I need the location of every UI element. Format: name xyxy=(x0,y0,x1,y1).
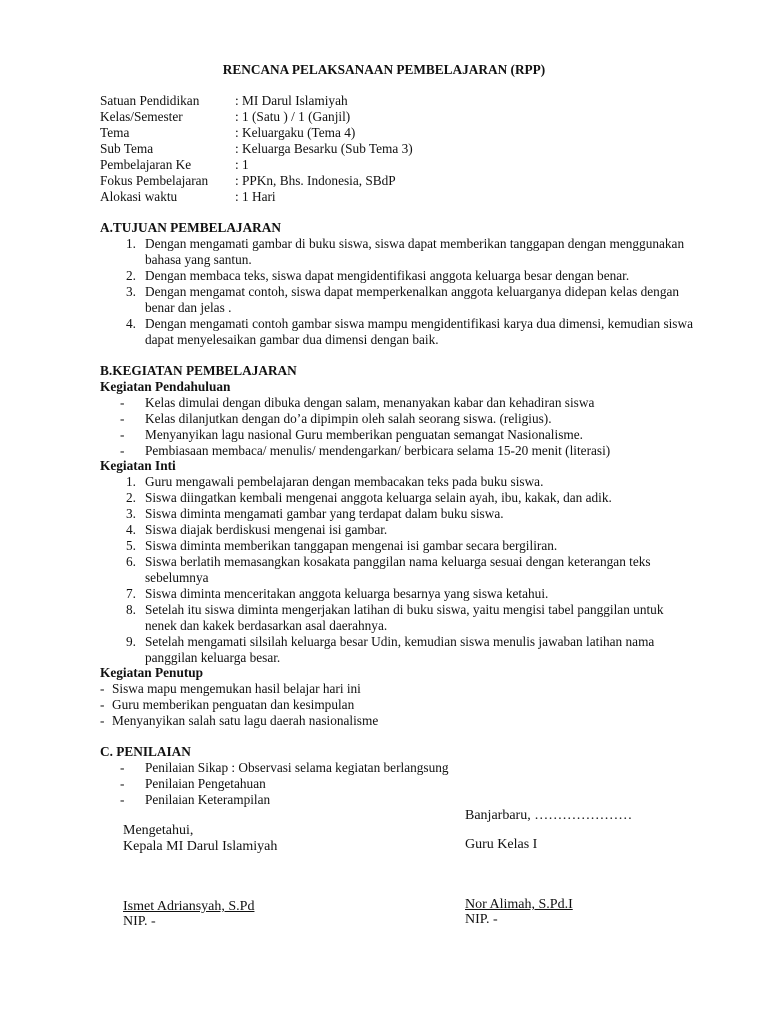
list-item-text: Menyanyikan salah satu lagu daerah nasionalisme xyxy=(112,713,379,728)
list-item-text: bahasa yang santun. xyxy=(145,252,252,267)
list-number: 3. xyxy=(126,506,136,521)
list-item-text: panggilan keluarga besar. xyxy=(145,650,281,665)
section-heading: C. PENILAIAN xyxy=(100,744,191,759)
identity-label: Kelas/Semester xyxy=(100,109,183,124)
list-item-text: Penilaian Pengetahuan xyxy=(145,776,266,791)
signature-right-name: Nor Alimah, S.Pd.I xyxy=(465,897,573,912)
identity-label: Alokasi waktu xyxy=(100,189,178,204)
list-item-text: Siswa diajak berdiskusi mengenai isi gambar. xyxy=(145,522,388,537)
bullet-dash: - xyxy=(100,681,105,696)
list-item-text: Kelas dilanjutkan dengan do’a dipimpin oleh salah seorang siswa. (religius). xyxy=(145,411,552,426)
signature-right-role: Guru Kelas I xyxy=(465,837,538,852)
identity-label: Fokus Pembelajaran xyxy=(100,173,209,188)
list-item-text: Siswa berlatih memasangkan kosakata panggilan nama keluarga sesuai dengan keterangan teks xyxy=(145,554,651,569)
subsection-heading: Kegiatan Penutup xyxy=(100,665,204,680)
identity-value: : PPKn, Bhs. Indonesia, SBdP xyxy=(235,173,396,188)
identity-value: : Keluargaku (Tema 4) xyxy=(235,125,356,140)
identity-label: Pembelajaran Ke xyxy=(100,157,192,172)
list-item-text: sebelumnya xyxy=(145,570,209,585)
signature-left-name: Ismet Adriansyah, S.Pd xyxy=(123,899,255,914)
bullet-dash: - xyxy=(120,427,125,442)
list-number: 4. xyxy=(126,522,136,537)
bullet-dash: - xyxy=(120,760,125,775)
list-item-text: Penilaian Sikap : Observasi selama kegiatan berlangsung xyxy=(145,760,449,775)
list-item-text: dapat menyelesaikan gambar dua dimensi dengan baik. xyxy=(145,332,439,347)
list-item-text: Siswa diminta mengamati gambar yang terdapat dalam buku siswa. xyxy=(145,506,504,521)
list-item-text: Siswa mapu mengemukan hasil belajar hari ini xyxy=(112,681,361,696)
list-number: 2. xyxy=(126,490,136,505)
signature-left-caption: Mengetahui, xyxy=(123,823,194,838)
identity-label: Satuan Pendidikan xyxy=(100,93,200,108)
identity-value: : 1 xyxy=(235,157,249,172)
identity-value: : Keluarga Besarku (Sub Tema 3) xyxy=(235,141,413,156)
list-item-text: Siswa diminta memberikan tanggapan mengenai isi gambar secara bergiliran. xyxy=(145,538,558,553)
identity-value: : MI Darul Islamiyah xyxy=(235,93,348,108)
bullet-dash: - xyxy=(100,697,105,712)
list-item-text: Kelas dimulai dengan dibuka dengan salam, menanyakan kabar dan kehadiran siswa xyxy=(145,395,595,410)
section-heading: A.TUJUAN PEMBELAJARAN xyxy=(100,220,281,235)
section-heading: B.KEGIATAN PEMBELAJARAN xyxy=(100,363,297,378)
list-item-text: Guru mengawali pembelajaran dengan membacakan teks pada buku siswa. xyxy=(145,474,544,489)
list-item-text: Menyanyikan lagu nasional Guru memberikan penguatan semangat Nasionalisme. xyxy=(145,427,583,442)
identity-value: : 1 (Satu ) / 1 (Ganjil) xyxy=(235,109,351,124)
bullet-dash: - xyxy=(120,443,125,458)
list-number: 1. xyxy=(126,474,136,489)
bullet-dash: - xyxy=(100,713,105,728)
signature-left-nip: NIP. - xyxy=(123,914,156,929)
bullet-dash: - xyxy=(120,395,125,410)
bullet-dash: - xyxy=(120,776,125,791)
list-item-text: Dengan membaca teks, siswa dapat mengidentifikasi anggota keluarga besar dengan benar. xyxy=(145,268,630,283)
list-item-text: Siswa diingatkan kembali mengenai anggota keluarga selain ayah, ibu, kakak, dan adik. xyxy=(145,490,612,505)
place-date: Banjarbaru, ………………… xyxy=(465,808,633,823)
document-title: RENCANA PELAKSANAAN PEMBELAJARAN (RPP) xyxy=(222,62,546,77)
signature-left-role: Kepala MI Darul Islamiyah xyxy=(123,839,278,854)
bullet-dash: - xyxy=(120,792,125,807)
list-number: 2. xyxy=(126,268,136,283)
list-number: 4. xyxy=(126,316,136,331)
identity-label: Tema xyxy=(100,125,130,140)
list-item-text: Siswa diminta menceritakan anggota keluarga besarnya yang siswa ketahui. xyxy=(145,586,549,601)
list-item-text: benar dan jelas . xyxy=(145,300,232,315)
signature-right-nip: NIP. - xyxy=(465,912,498,927)
list-item-text: Dengan mengamati gambar di buku siswa, siswa dapat memberikan tanggapan dengan menggunakan xyxy=(145,236,685,251)
identity-label: Sub Tema xyxy=(100,141,154,156)
list-number: 3. xyxy=(126,284,136,299)
list-item-text: Dengan mengamat contoh, siswa dapat memperkenalkan anggota keluarganya didepan kelas dengan xyxy=(145,284,680,299)
list-number: 9. xyxy=(126,634,136,649)
list-item-text: Pembiasaan membaca/ menulis/ mendengarkan/ berbicara selama 15-20 menit (literasi) xyxy=(145,443,611,458)
list-number: 8. xyxy=(126,602,136,617)
subsection-heading: Kegiatan Inti xyxy=(100,458,176,473)
list-number: 7. xyxy=(126,586,136,601)
list-item-text: Guru memberikan penguatan dan kesimpulan xyxy=(112,697,355,712)
bullet-dash: - xyxy=(120,411,125,426)
list-item-text: nenek dan kakek berdasarkan asal daerahnya. xyxy=(145,618,388,633)
list-item-text: Penilaian Keterampilan xyxy=(145,792,271,807)
list-item-text: Dengan mengamati contoh gambar siswa mampu mengidentifikasi karya dua dimensi, kemudian siswa xyxy=(145,316,693,331)
list-number: 1. xyxy=(126,236,136,251)
subsection-heading: Kegiatan Pendahuluan xyxy=(100,379,231,394)
list-number: 5. xyxy=(126,538,136,553)
list-number: 6. xyxy=(126,554,136,569)
list-item-text: Setelah itu siswa diminta mengerjakan latihan di buku siswa, yaitu mengisi tabel panggilan untuk xyxy=(145,602,664,617)
identity-value: : 1 Hari xyxy=(235,189,276,204)
list-item-text: Setelah mengamati silsilah keluarga besar Udin, kemudian siswa menulis jawaban latihan nama xyxy=(145,634,655,649)
